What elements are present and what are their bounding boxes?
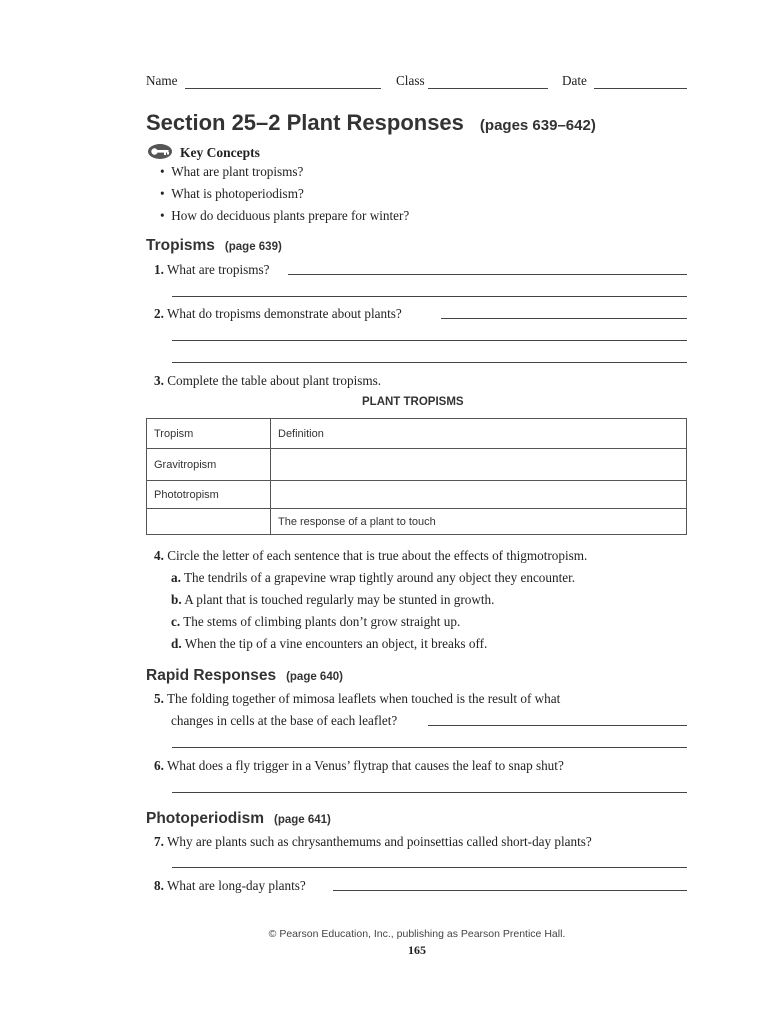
question-6: 6. What does a fly trigger in a Venus’ flytrap that causes the leaf to snap shut?	[154, 758, 564, 773]
table-cell: The response of a plant to touch	[271, 509, 687, 535]
key-concept-item: • What are plant tropisms?	[160, 164, 304, 179]
question-8: 8. What are long-day plants?	[154, 878, 306, 893]
answer-line[interactable]	[172, 296, 687, 297]
table-cell: Phototropism	[147, 481, 271, 509]
answer-line[interactable]	[441, 318, 687, 319]
table-row	[147, 449, 687, 481]
table-header-cell: Definition	[271, 419, 687, 449]
section-heading-tropisms: Tropisms (page 639)	[146, 237, 282, 254]
tropisms-table	[146, 418, 687, 535]
answer-line[interactable]	[428, 725, 687, 726]
answer-line[interactable]	[172, 867, 687, 868]
table-cell-answer[interactable]	[147, 509, 271, 535]
answer-option[interactable]: c. The stems of climbing plants don’t grow straight up.	[171, 614, 461, 629]
title-main: Section 25–2 Plant Responses	[146, 110, 464, 135]
question-3: 3. Complete the table about plant tropisms.	[154, 373, 382, 388]
key-icon	[147, 143, 173, 165]
title-pages: (pages 639–642)	[479, 117, 596, 134]
class-label: Class	[396, 73, 425, 88]
question-5-continued: changes in cells at the base of each leaflet?	[171, 713, 398, 728]
table-cell-answer[interactable]	[271, 481, 687, 509]
date-label: Date	[562, 73, 587, 88]
key-concepts-heading: Key Concepts	[180, 145, 260, 160]
table-row	[147, 509, 687, 535]
table-cell: Gravitropism	[147, 449, 271, 481]
answer-option[interactable]: d. When the tip of a vine encounters an object, it breaks off.	[171, 636, 488, 651]
answer-line[interactable]	[333, 890, 687, 891]
question-2: 2. What do tropisms demonstrate about plants?	[154, 306, 402, 321]
answer-line[interactable]	[172, 747, 687, 748]
answer-line[interactable]	[172, 340, 687, 341]
answer-line[interactable]	[288, 274, 687, 275]
name-label: Name	[146, 73, 178, 88]
section-heading-rapid-responses: Rapid Responses (page 640)	[146, 667, 343, 684]
page-title	[146, 110, 596, 136]
question-1: 1. What are tropisms?	[154, 262, 270, 277]
answer-option[interactable]: b. A plant that is touched regularly may be stunted in growth.	[171, 592, 495, 607]
answer-option[interactable]: a. The tendrils of a grapevine wrap tightly around any object they encounter.	[171, 570, 576, 585]
section-heading-photoperiodism: Photoperiodism (page 641)	[146, 810, 331, 827]
table-header-cell: Tropism	[147, 419, 271, 449]
table-cell-answer[interactable]	[271, 449, 687, 481]
class-field[interactable]	[428, 88, 548, 89]
question-5: 5. The folding together of mimosa leaflets when touched is the result of what	[154, 691, 561, 706]
question-7: 7. Why are plants such as chrysanthemums and poinsettias called short-day plants?	[154, 834, 592, 849]
footer-copyright: © Pearson Education, Inc., publishing as Pearson Prentice Hall.	[268, 928, 566, 940]
answer-line[interactable]	[172, 362, 687, 363]
answer-line[interactable]	[172, 792, 687, 793]
question-4: 4. Circle the letter of each sentence that is true about the effects of thigmotropism.	[154, 548, 588, 563]
table-row	[147, 481, 687, 509]
page-number: 165	[408, 943, 426, 957]
key-concept-item: • How do deciduous plants prepare for winter?	[160, 208, 410, 223]
table-header-row	[147, 419, 687, 449]
table-caption: PLANT TROPISMS	[362, 396, 464, 408]
name-field[interactable]	[185, 88, 381, 89]
date-field[interactable]	[594, 88, 687, 89]
key-concept-item: • What is photoperiodism?	[160, 186, 304, 201]
